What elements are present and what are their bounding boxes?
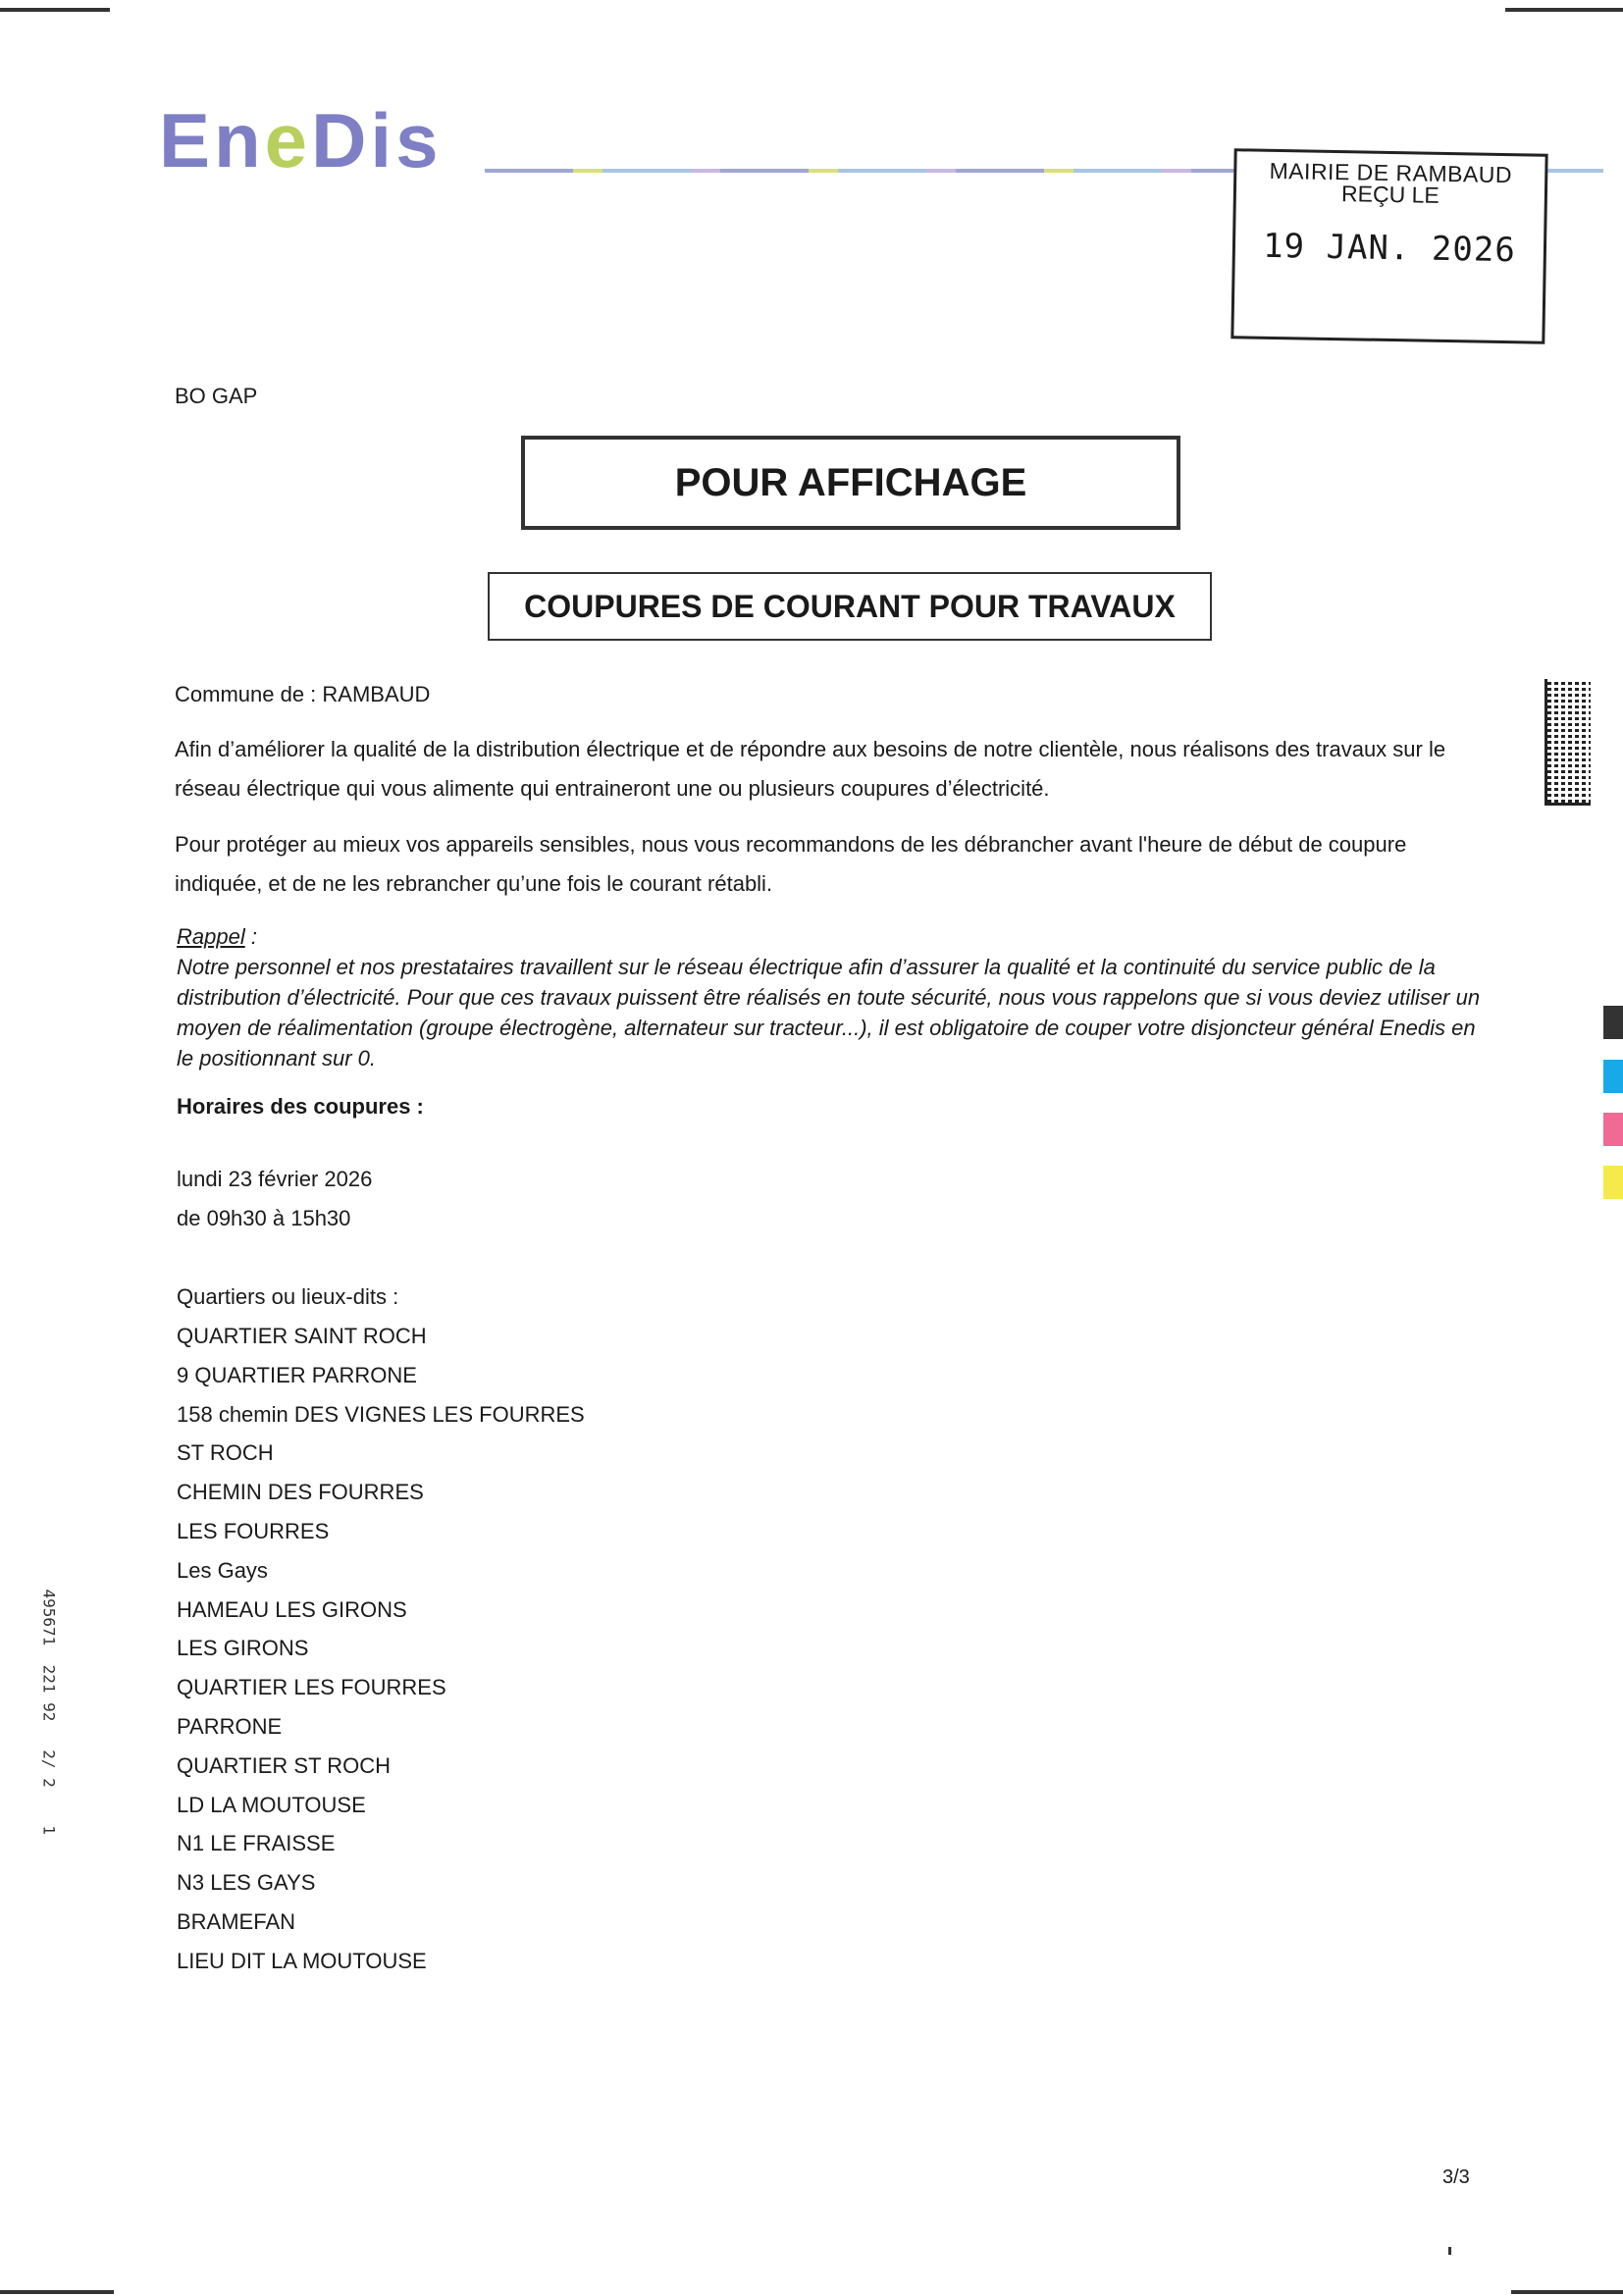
- lieux-heading: Quartiers ou lieux-dits :: [177, 1284, 399, 1309]
- cut-time: de 09h30 à 15h30: [177, 1206, 351, 1230]
- list-item: QUARTIER SAINT ROCH: [177, 1324, 427, 1348]
- list-item: 9 QUARTIER PARRONE: [177, 1362, 417, 1387]
- list-item: QUARTIER LES FOURRES: [177, 1675, 446, 1700]
- page-title: POUR AFFICHAGE: [521, 436, 1180, 530]
- stamp-mairie: MAIRIE DE RAMBAUD: [1269, 157, 1513, 188]
- list-item: ST ROCH: [177, 1440, 274, 1466]
- rappel-text: Notre personnel et nos prestataires travaillent sur le réseau électrique afin d’assurer la qualité et la continuité du service public de la distribution d’électricité. Pour que ces travaux puissent être réalisés en toute sécurité, nous vous rappelons que si vous deviez utiliser un moyen de réalimentation (groupe électrogène, alternateur sur tracteur...), il est obligatoire de couper votre disjoncteur général Enedis en le positionnant sur 0.: [177, 955, 1481, 1070]
- color-swatch: [1603, 1113, 1623, 1146]
- list-item: Les Gays: [177, 1557, 268, 1583]
- list-item: LES FOURRES: [177, 1518, 330, 1543]
- page-number: 3/3: [1442, 2166, 1470, 2188]
- list-item: PARRONE: [177, 1713, 283, 1739]
- scan-mark: [1511, 2290, 1623, 2294]
- rappel-label: Rappel :: [177, 924, 257, 949]
- list-item: QUARTIER ST ROCH: [177, 1752, 391, 1778]
- scan-mark: [1505, 8, 1623, 12]
- enedis-logo: EneDis: [159, 97, 443, 183]
- list-item: BRAMEFAN: [177, 1908, 296, 1934]
- list-item: HAMEAU LES GIRONS: [177, 1596, 407, 1622]
- scan-mark: [0, 8, 110, 12]
- advice-paragraph: Pour protéger au mieux vos appareils sensibles, nous vous recommandons de les débrancher avant l'heure de début de coupure indiquée, et de ne les rebrancher qu’une fois le courant rétabli.: [175, 832, 1407, 896]
- list-item: N3 LES GAYS: [177, 1870, 316, 1896]
- reception-stamp: [1230, 148, 1547, 344]
- stamp-date: 19 JAN. 2026: [1262, 226, 1517, 271]
- horaires-heading: Horaires des coupures :: [177, 1094, 424, 1119]
- list-item: 158 chemin DES VIGNES LES FOURRES: [177, 1401, 585, 1427]
- list-item: CHEMIN DES FOURRES: [177, 1480, 424, 1505]
- stamp-recu: REÇU LE: [1340, 181, 1440, 208]
- lieux-list: [177, 1317, 585, 1981]
- list-item: LD LA MOUTOUSE: [177, 1792, 366, 1817]
- color-swatch: [1603, 1166, 1623, 1199]
- list-item: LIEU DIT LA MOUTOUSE: [177, 1948, 427, 1973]
- commune: Commune de : RAMBAUD: [175, 682, 431, 706]
- scan-mark: [0, 2290, 114, 2294]
- margin-code: 495671 221 92 2/ 2 1: [39, 1589, 59, 1835]
- color-swatch: [1603, 1060, 1623, 1093]
- color-swatch: [1603, 1006, 1623, 1039]
- sender: BO GAP: [175, 384, 258, 408]
- intro-paragraph: Afin d’améliorer la qualité de la distribution électrique et de répondre aux besoins de notre clientèle, nous réalisons des travaux sur le réseau électrique qui vous alimente qui entraineront une ou plusieurs coupures d’électricité.: [175, 737, 1446, 801]
- list-item: LES GIRONS: [177, 1636, 309, 1661]
- scan-speck: [1448, 2247, 1451, 2255]
- list-item: N1 LE FRAISSE: [177, 1831, 336, 1856]
- cut-date: lundi 23 février 2026: [177, 1167, 373, 1191]
- datamatrix-code: [1544, 679, 1591, 806]
- page-subtitle: COUPURES DE COURANT POUR TRAVAUX: [488, 572, 1212, 641]
